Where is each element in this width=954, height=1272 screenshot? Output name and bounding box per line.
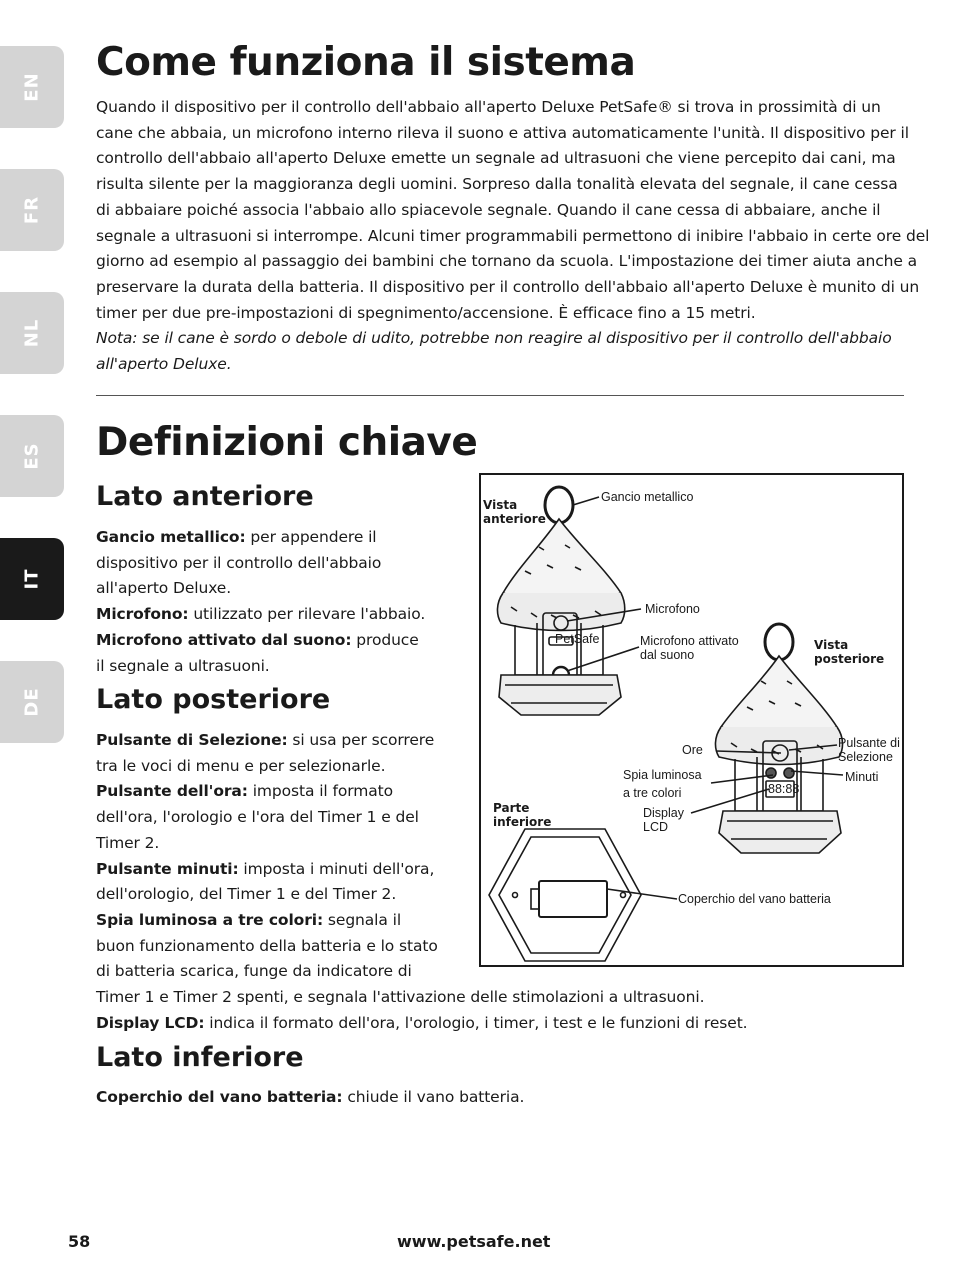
microphone-label: Microfono — [645, 602, 700, 616]
language-tab-label: EN — [21, 72, 43, 102]
minutes-label: Minuti — [845, 770, 879, 784]
body-line: di abbaiare poiché associa l'abbaio allo spiacevole segnale. Quando il cane cessa di abbaiare, anche il — [96, 200, 881, 219]
definition-text: dell'orologio, del Timer 1 e del Timer 2. — [96, 885, 397, 904]
definition-line — [96, 857, 434, 883]
language-tab-label: NL — [21, 318, 43, 348]
language-tab-label: IT — [21, 568, 43, 590]
definition-line — [96, 985, 704, 1011]
sound-mic-label-2: dal suono — [640, 648, 695, 662]
definition-term: Display LCD: — [96, 1013, 205, 1032]
note-line: all'aperto Deluxe. — [96, 355, 232, 373]
device-diagram — [479, 473, 904, 967]
language-tab-en[interactable] — [0, 46, 64, 128]
definition-text: il segnale a ultrasuoni. — [96, 656, 270, 675]
divider — [96, 395, 904, 396]
definition-text: Timer 2. — [96, 833, 160, 852]
definition-line — [96, 908, 401, 934]
body-line: cane che abbaia, un microfono interno rileva il suono e attiva automaticamente l'unità. Il dispositivo per il — [96, 123, 909, 142]
hook-label: Gancio metallico — [601, 490, 694, 504]
definition-line — [96, 654, 270, 680]
definition-term: Pulsante dell'ora: — [96, 782, 248, 801]
subtitle-bottom: Lato inferiore — [96, 1042, 304, 1073]
device-illustration — [481, 475, 902, 965]
definition-text: Timer 1 e Timer 2 spenti, e segnala l'attivazione delle stimolazioni a ultrasuoni. — [96, 988, 705, 1006]
led-label-1: Spia luminosa — [623, 768, 702, 782]
definition-text: si usa per scorrere — [287, 731, 435, 749]
language-tab-es[interactable] — [0, 415, 64, 497]
definition-text: buon funzionamento della batteria e lo stato — [96, 936, 438, 955]
definition-term: Gancio metallico: — [96, 528, 246, 546]
body-line: risulta silente per la maggioranza degli uomini. Sorpreso dalla tonalità elevata del segnale, il cane cessa — [96, 175, 898, 194]
definition-text: segnala il — [323, 910, 402, 929]
definition-line — [96, 959, 412, 985]
subtitle-front: Lato anteriore — [96, 481, 314, 512]
language-tab-nl[interactable] — [0, 292, 64, 374]
definition-term: Microfono: — [96, 605, 189, 624]
definition-text: tra le voci di menu e per selezionarle. — [96, 756, 386, 775]
definition-line — [96, 551, 381, 577]
back-view-label-1: Vista — [814, 638, 849, 652]
subtitle-back: Lato posteriore — [96, 684, 331, 715]
definition-line — [96, 882, 396, 908]
definition-text: all'aperto Deluxe. — [96, 579, 232, 598]
body-line: timer per due pre-impostazioni di spegnimento/accensione. È efficace fino a 15 metri. — [96, 303, 756, 322]
language-tab-fr[interactable] — [0, 169, 64, 251]
front-view-label-1: Vista — [483, 498, 518, 512]
note-line: Nota: se il cane è sordo o debole di udito, potrebbe non reagire al dispositivo per il controllo dell'abbaio — [96, 329, 892, 348]
definition-line — [96, 602, 425, 628]
definition-line — [96, 628, 419, 654]
language-tab-de[interactable] — [0, 661, 64, 743]
lcd-label-1: Display — [643, 806, 684, 820]
definition-term: Coperchio del vano batteria: — [96, 1088, 343, 1106]
definition-text: per appendere il — [245, 528, 377, 546]
definition-term: Pulsante minuti: — [96, 859, 239, 878]
brand-text: PetSafe — [555, 632, 600, 646]
footer-url: www.petsafe.net — [397, 1232, 551, 1251]
definition-text: imposta il formato — [247, 782, 393, 801]
language-tab-it[interactable] — [0, 538, 64, 620]
definition-line — [96, 576, 231, 602]
section-title-how-it-works: Come funziona il sistema — [96, 40, 636, 85]
definition-term: Spia luminosa a tre colori: — [96, 910, 324, 929]
select-label-1: Pulsante di — [838, 736, 900, 750]
definition-term: Pulsante di Selezione: — [96, 731, 288, 749]
language-tab-label: DE — [21, 687, 43, 717]
definition-line — [96, 831, 159, 857]
definition-line — [96, 805, 419, 831]
bottom-view-label-2: inferiore — [493, 815, 552, 829]
led-label-2: a tre colori — [623, 786, 682, 800]
lcd-digits: 88:88 — [768, 782, 800, 796]
lcd-label-2: LCD — [643, 820, 669, 834]
hour-label: Ore — [682, 743, 703, 757]
body-line: Quando il dispositivo per il controllo dell'abbaio all'aperto Deluxe PetSafe® si trova in prossimità di un — [96, 98, 881, 116]
definition-text: indica il formato dell'ora, l'orologio, i timer, i test e le funzioni di reset. — [204, 1013, 748, 1032]
definition-line — [96, 525, 377, 551]
definition-text: produce — [351, 630, 419, 649]
body-line: preservare la durata della batteria. Il dispositivo per il controllo dell'abbaio all'aperto Deluxe è munito di un — [96, 277, 920, 296]
body-line: controllo dell'abbaio all'aperto Deluxe emette un segnale ad ultrasuoni che viene percepito dai cani, ma — [96, 149, 896, 168]
bottom-view-label-1: Parte — [493, 801, 530, 815]
body-line: segnale a ultrasuoni si interrompe. Alcuni timer programmabili permettono di inibire l'abbaio in certe ore del — [96, 226, 930, 245]
select-label-2: Selezione — [838, 750, 893, 764]
definition-line — [96, 728, 434, 754]
battery-cover-label: Coperchio del vano batteria — [678, 892, 831, 906]
definition-text: utilizzato per rilevare l'abbaio. — [188, 605, 426, 624]
definition-line — [96, 779, 393, 805]
definition-line — [96, 1011, 748, 1037]
definition-text: chiude il vano batteria. — [342, 1088, 525, 1106]
page-number: 58 — [68, 1232, 91, 1251]
definition-line — [96, 934, 438, 960]
body-line: giorno ad esempio al passaggio dei bambini che tornano da scuola. L'impostazione dei timer aiuta anche a — [96, 252, 918, 271]
back-view-label-2: posteriore — [814, 652, 885, 666]
definition-line — [96, 754, 385, 780]
definition-text: di batteria scarica, funge da indicatore di — [96, 962, 412, 981]
sound-mic-label-1: Microfono attivato — [640, 634, 739, 648]
definition-text: dispositivo per il controllo dell'abbaio — [96, 553, 382, 572]
definition-text: imposta i minuti dell'ora, — [238, 859, 435, 878]
language-tab-label: ES — [21, 442, 43, 470]
section-title-key-definitions: Definizioni chiave — [96, 420, 478, 465]
definition-term: Microfono attivato dal suono: — [96, 630, 352, 649]
front-view-label-2: anteriore — [483, 512, 546, 526]
language-tab-label: FR — [21, 195, 43, 225]
definition-text: dell'ora, l'orologio e l'ora del Timer 1 e del — [96, 808, 419, 827]
definition-line — [96, 1085, 524, 1111]
